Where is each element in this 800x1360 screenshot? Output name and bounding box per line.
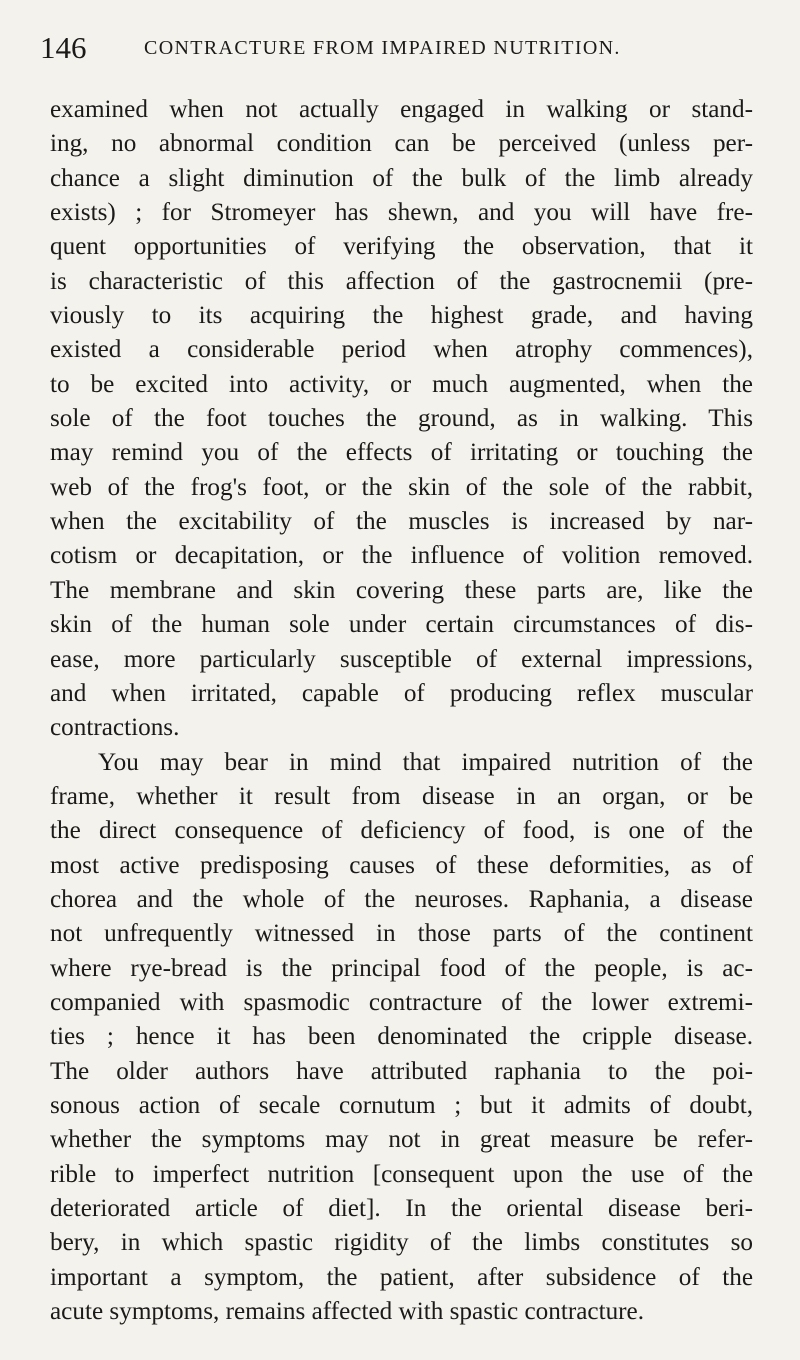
text-line: ing, no abnormal condition can be perceived (unless per- xyxy=(50,130,753,158)
body-text xyxy=(50,93,753,1329)
text-line: companied with spasmodic contracture of the lower extremi- xyxy=(50,988,753,1016)
text-line: and when irritated, capable of producing reflex muscular xyxy=(50,679,753,707)
text-line: exists) ; for Stromeyer has shewn, and you will have fre- xyxy=(50,199,753,227)
text-line: examined when not actually engaged in walking or stand- xyxy=(50,96,753,123)
text-line: sonous action of secale cornutum ; but it admits of doubt, xyxy=(50,1091,753,1119)
text-line: when the excitability of the muscles is increased by nar- xyxy=(50,508,753,536)
text-line: may remind you of the effects of irritating or touching the xyxy=(50,439,753,467)
text-line: quent opportunities of verifying the observation, that it xyxy=(50,233,753,261)
page-number: 146 xyxy=(40,30,87,65)
text-line: ease, more particularly susceptible of external impressions, xyxy=(50,645,753,673)
running-head xyxy=(40,28,760,68)
text-line: not unfrequently witnessed in those parts of the continent xyxy=(50,920,753,948)
text-line: bery, in which spastic rigidity of the limbs constitutes so xyxy=(50,1229,753,1257)
text-line: The membrane and skin covering these parts are, like the xyxy=(50,576,753,604)
text-line: ties ; hence it has been denominated the cripple disease. xyxy=(50,1023,753,1051)
text-line: important a symptom, the patient, after subsidence of the xyxy=(50,1263,753,1291)
text-line: skin of the human sole under certain circumstances of dis- xyxy=(50,611,753,639)
text-line: cotism or decapitation, or the influence of volition removed. xyxy=(50,542,753,570)
text-line: chance a slight diminution of the bulk of the limb already xyxy=(50,164,753,192)
paragraph xyxy=(50,746,753,1330)
text-line: contractions. xyxy=(50,714,180,742)
text-line: where rye-bread is the principal food of the people, is ac- xyxy=(50,954,753,982)
text-line: existed a considerable period when atrophy commences), xyxy=(50,336,753,364)
text-line: most active predisposing causes of these deformities, as of xyxy=(50,851,753,879)
text-line: the direct consequence of deficiency of food, is one of the xyxy=(50,817,753,845)
text-line: deteriorated article of diet]. In the oriental disease beri- xyxy=(50,1195,753,1222)
text-line: rible to imperfect nutrition [consequent upon the use of the xyxy=(50,1160,753,1188)
text-line: is characteristic of this affection of the gastrocnemii (pre- xyxy=(50,267,753,295)
text-line: You may bear in mind that impaired nutrition of the xyxy=(98,748,753,776)
text-line: acute symptoms, remains affected with spastic contracture. xyxy=(50,1298,645,1326)
text-line: viously to its acquiring the highest grade, and having xyxy=(50,302,753,330)
text-line: to be excited into activity, or much augmented, when the xyxy=(50,370,753,398)
text-line: frame, whether it result from disease in an organ, or be xyxy=(50,782,753,810)
paragraph xyxy=(50,93,753,746)
text-line: whether the symptoms may not in great measure be refer- xyxy=(50,1126,753,1154)
text-line: sole of the foot touches the ground, as in walking. This xyxy=(50,405,753,433)
text-line: web of the frog's foot, or the skin of the sole of the rabbit, xyxy=(50,473,753,501)
text-line: The older authors have attributed raphania to the poi- xyxy=(50,1057,753,1085)
running-title: CONTRACTURE FROM IMPAIRED NUTRITION. xyxy=(144,37,621,59)
text-line: chorea and the whole of the neuroses. Raphania, a disease xyxy=(50,885,753,913)
